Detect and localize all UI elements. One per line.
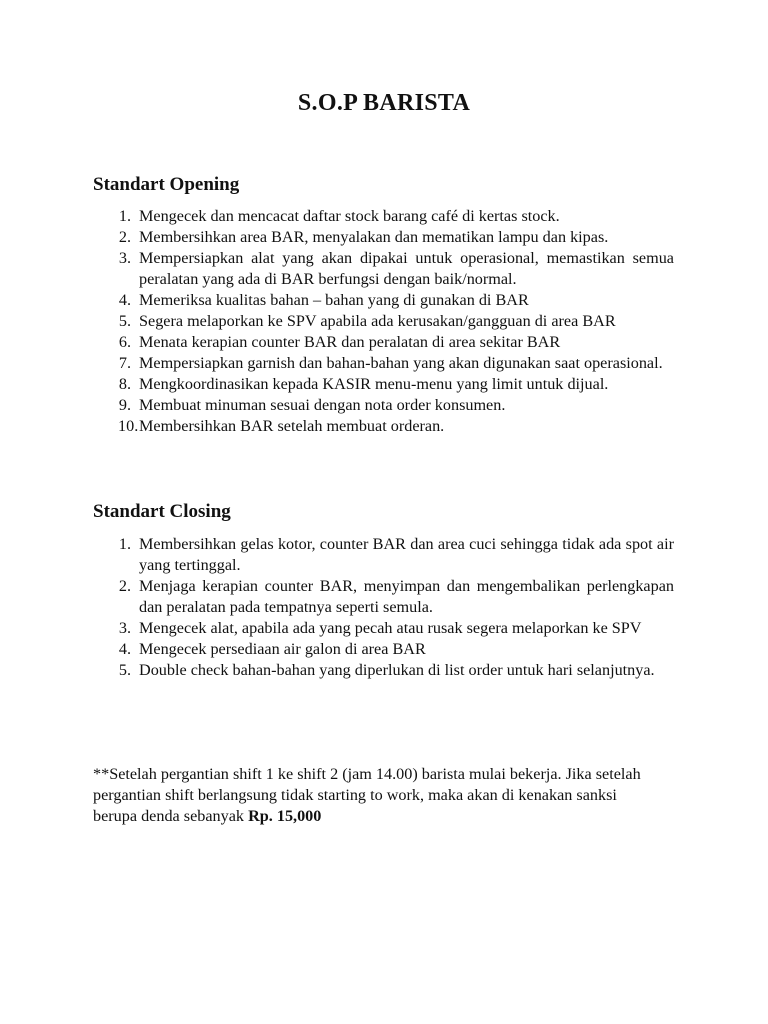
list-item bbox=[93, 227, 674, 248]
list-item bbox=[93, 576, 674, 618]
list-item bbox=[93, 639, 674, 660]
list-item bbox=[93, 290, 674, 311]
list-item bbox=[93, 660, 674, 681]
opening-section-heading: Standart Opening bbox=[93, 174, 240, 195]
list-item bbox=[93, 416, 674, 437]
list-item-number: 1. bbox=[118, 207, 131, 225]
list-item-text: Membuat minuman sesuai dengan nota order konsumen. bbox=[139, 396, 506, 414]
closing-steps-list bbox=[93, 534, 674, 681]
list-item-text: Mengkoordinasikan kepada KASIR menu-menu yang limit untuk dijual. bbox=[139, 375, 609, 393]
list-item-number: 3. bbox=[118, 619, 131, 637]
list-item bbox=[93, 206, 674, 227]
list-item-text: Menata kerapian counter BAR dan peralatan di area sekitar BAR bbox=[139, 333, 561, 351]
list-item-number: 8. bbox=[118, 375, 131, 393]
list-item-text: Membersihkan area BAR, menyalakan dan mematikan lampu dan kipas. bbox=[139, 228, 609, 246]
list-item-text: Menjaga kerapian counter BAR, menyimpan dan mengembalikan perlengkapan dan peralatan pada tempatnya seperti semula. bbox=[139, 577, 674, 616]
penalty-amount: Rp. 15,000 bbox=[248, 807, 322, 825]
list-item bbox=[93, 248, 674, 290]
list-item-number: 9. bbox=[118, 396, 131, 414]
list-item bbox=[93, 311, 674, 332]
list-item-text: Mengecek dan mencacat daftar stock barang café di kertas stock. bbox=[139, 207, 560, 225]
list-item-number: 2. bbox=[118, 577, 131, 595]
list-item bbox=[93, 534, 674, 576]
list-item-text: Segera melaporkan ke SPV apabila ada kerusakan/gangguan di area BAR bbox=[139, 312, 616, 330]
list-item-text: Mempersiapkan garnish dan bahan-bahan yang akan digunakan saat operasional. bbox=[139, 354, 663, 372]
penalty-note bbox=[93, 764, 653, 827]
page-title: S.O.P BARISTA bbox=[297, 90, 471, 116]
list-item-text: Mempersiapkan alat yang akan dipakai untuk operasional, memastikan semua peralatan yang ada di BAR berfungsi dengan baik/normal. bbox=[139, 249, 674, 288]
list-item-text: Double check bahan-bahan yang diperlukan di list order untuk hari selanjutnya. bbox=[139, 661, 655, 679]
penalty-note-text: **Setelah pergantian shift 1 ke shift 2 (jam 14.00) barista mulai bekerja. Jika setelah pergantian shift berlangsung tidak starting to work, maka akan di kenakan sanksi berupa denda sebanyak bbox=[93, 765, 641, 825]
list-item-text: Membersihkan gelas kotor, counter BAR dan area cuci sehingga tidak ada spot air yang tertinggal. bbox=[139, 535, 674, 574]
list-item-number: 4. bbox=[118, 291, 131, 309]
list-item bbox=[93, 332, 674, 353]
list-item-number: 6. bbox=[118, 333, 131, 351]
list-item-text: Mengecek alat, apabila ada yang pecah atau rusak segera melaporkan ke SPV bbox=[139, 619, 642, 637]
list-item-text: Mengecek persediaan air galon di area BAR bbox=[139, 640, 426, 658]
list-item bbox=[93, 618, 674, 639]
list-item-number: 5. bbox=[118, 312, 131, 330]
list-item-number: 10. bbox=[118, 417, 139, 435]
list-item bbox=[93, 374, 674, 395]
list-item-text: Membersihkan BAR setelah membuat orderan. bbox=[139, 417, 445, 435]
list-item-text: Memeriksa kualitas bahan – bahan yang di gunakan di BAR bbox=[139, 291, 529, 309]
opening-steps-list bbox=[93, 206, 674, 437]
list-item-number: 3. bbox=[118, 249, 131, 267]
closing-section-heading: Standart Closing bbox=[93, 501, 231, 522]
list-item-number: 1. bbox=[118, 535, 131, 553]
list-item-number: 5. bbox=[118, 661, 131, 679]
list-item-number: 7. bbox=[118, 354, 131, 372]
list-item-number: 4. bbox=[118, 640, 131, 658]
list-item bbox=[93, 395, 674, 416]
list-item bbox=[93, 353, 674, 374]
list-item-number: 2. bbox=[118, 228, 131, 246]
